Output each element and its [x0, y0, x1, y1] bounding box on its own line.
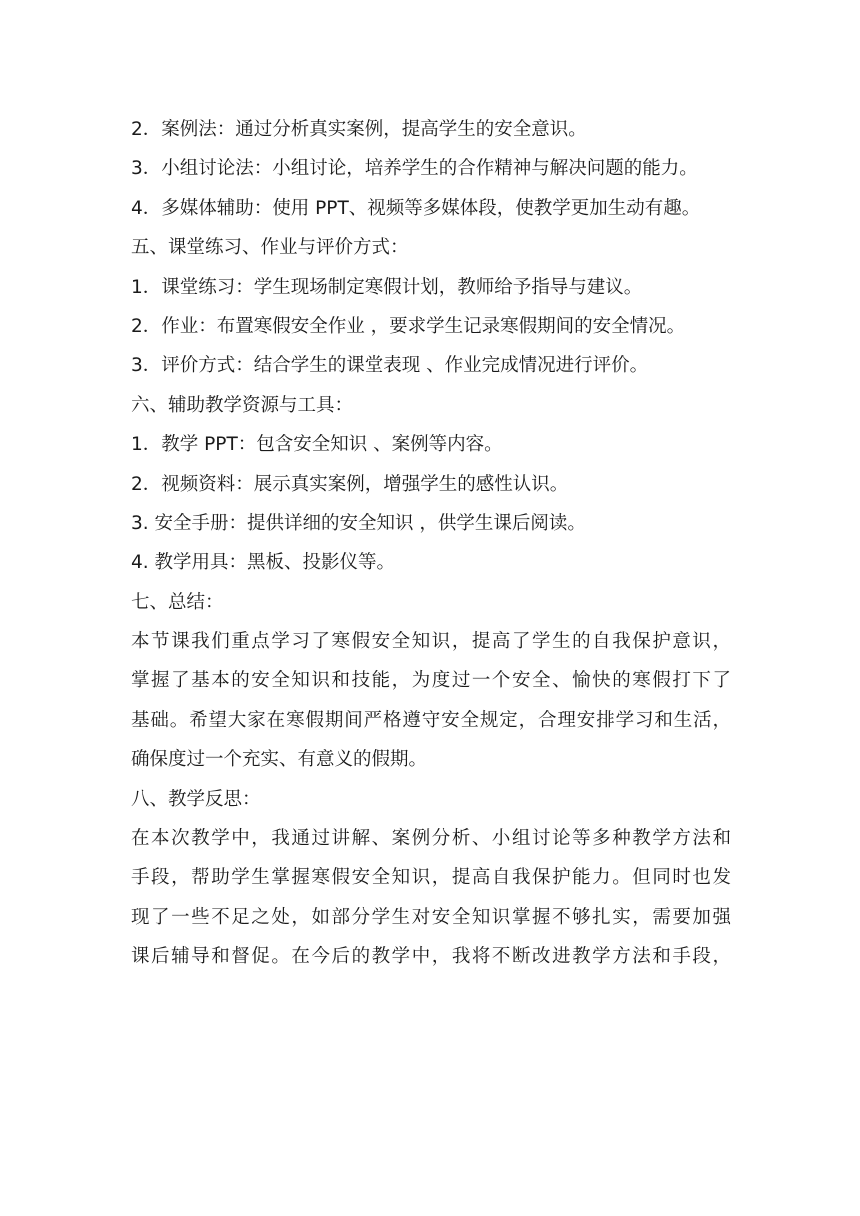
resource-video: 2．视频资料：展示真实案例，增强学生的感性认识。 [131, 473, 569, 495]
method-multimedia: 4．多媒体辅助：使用 PPT、视频等多媒体段，使教学更加生动有趣。 [131, 197, 701, 219]
section-heading-exercises: 五、课堂练习、作业与评价方式： [131, 237, 409, 259]
method-case: 2．案例法：通过分析真实案例，提高学生的安全意识。 [131, 119, 587, 140]
reflection-line: 课后辅导和督促。在今后的教学中，我将不断改进教学方法和手段， [131, 946, 731, 968]
exercise-evaluation: 3．评价方式：结合学生的课堂表现 、作业完成情况进行评价。 [131, 355, 649, 377]
resource-tools: 4. 教学用具：黑板、投影仪等。 [131, 552, 396, 574]
reflection-line: 在本次教学中，我通过讲解、案例分析、小组讨论等多种教学方法和 [131, 828, 731, 850]
section-heading-resources: 六、辅助教学资源与工具： [131, 394, 354, 416]
summary-line: 确保度过一个充实、有意义的假期。 [131, 749, 428, 771]
section-heading-summary: 七、总结： [131, 591, 224, 613]
resource-ppt: 1．教学 PPT：包含安全知识 、案例等内容。 [131, 434, 503, 456]
exercise-classroom: 1．课堂练习：学生现场制定寒假计划，教师给予指导与建议。 [131, 276, 643, 298]
reflection-line: 现了一些不足之处，如部分学生对安全知识掌握不够扎实，需要加强 [131, 906, 731, 928]
summary-line: 基础。希望大家在寒假期间严格遵守安全规定，合理安排学习和生活， [131, 709, 731, 731]
method-group-discussion: 3．小组讨论法：小组讨论，培养学生的合作精神与解决问题的能力。 [131, 158, 698, 180]
summary-line: 本节课我们重点学习了寒假安全知识，提高了学生的自我保护意识， [131, 631, 731, 653]
summary-line: 掌握了基本的安全知识和技能，为度过一个安全、愉快的寒假打下了 [131, 670, 731, 692]
section-heading-reflection: 八、教学反思： [131, 788, 261, 810]
document-body [131, 110, 731, 977]
resource-handbook: 3. 安全手册：提供详细的安全知识 ，供学生课后阅读。 [131, 512, 586, 534]
exercise-homework: 2．作业：布置寒假安全作业 ，要求学生记录寒假期间的安全情况。 [131, 315, 686, 337]
reflection-line: 手段，帮助学生掌握寒假安全知识，提高自我保护能力。但同时也发 [131, 867, 731, 889]
